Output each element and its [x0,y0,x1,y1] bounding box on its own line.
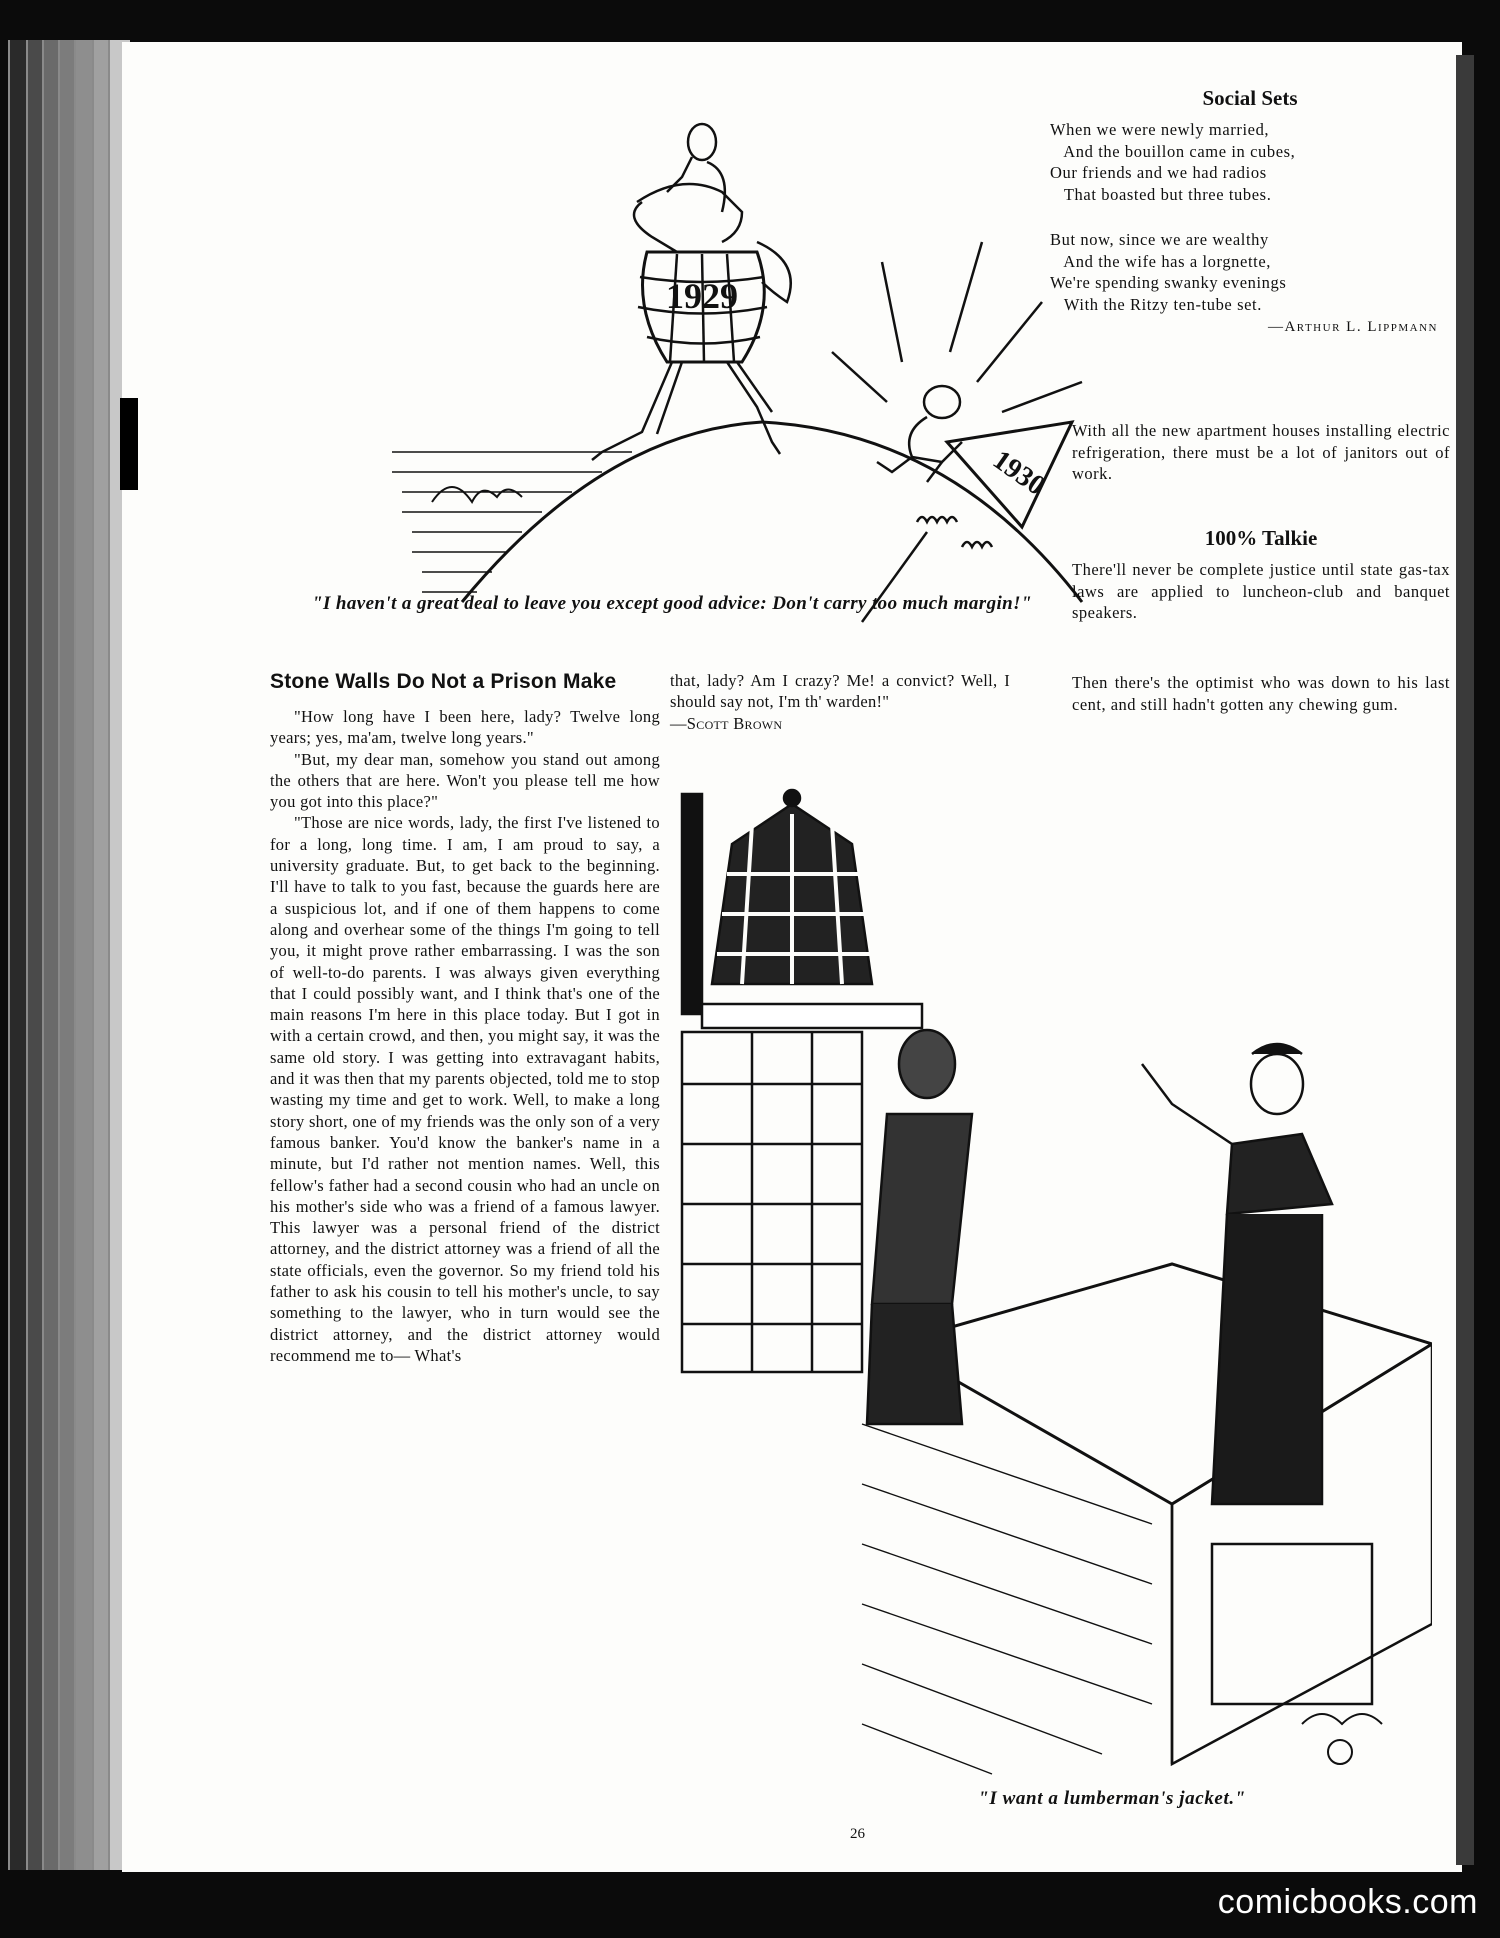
book-page-edges [8,40,128,1870]
article-paragraph: "But, my dear man, somehow you stand out among the others that are here. Won't you please tell me how you got into this place?" [270,749,660,812]
filler-refrigeration: With all the new apartment houses installing electric refrigeration, there must be a lot of janitors out of work. [1072,421,1450,483]
article-paragraph: "How long have I been here, lady? Twelve long years; yes, ma'am, twelve long years." [270,707,660,748]
poem-stanza-2 [1050,229,1450,315]
poem-line: And the bouillon came in cubes, [1050,141,1296,161]
poem-stanza-1 [1050,119,1450,205]
poem-line: When we were newly married, [1050,120,1270,139]
banner-label: 1930 [987,444,1051,502]
cartoon1-caption: "I haven't a great deal to leave you except good advice: Don't carry too much margin!" [312,593,1032,614]
page-tab-mark [120,398,138,490]
poem-line: And the wife has a lorgnette, [1050,251,1271,271]
article-column [270,670,660,1366]
poem-attribution: —Arthur L. Lippmann [1267,319,1438,335]
article-title: Stone Walls Do Not a Prison Make [270,670,617,693]
poem-social-sets [1050,86,1450,336]
article-continued-column [670,670,1010,734]
poem-title: Social Sets [1202,86,1298,110]
poem-line: Our friends and we had radios [1050,163,1267,182]
filler-optimist: Then there's the optimist who was down to his last cent, and still hadn't gotten any chewing gum. [1072,673,1450,714]
new-year-cartoon [302,62,1132,632]
article-continued: that, lady? Am I crazy? Me! a convict? Well, I should say not, I'm th' warden!" [670,671,1010,712]
poem-line: But now, since we are wealthy [1050,230,1269,249]
barrel-label: 1929 [666,276,738,316]
book-right-edge [1456,55,1474,1865]
magazine-page [122,42,1462,1872]
cartoon2-caption: "I want a lumberman's jacket." [978,1788,1246,1809]
site-watermark: comicbooks.com [1217,1883,1478,1921]
talkie-title: 100% Talkie [1204,526,1318,550]
talkie-text: There'll never be complete justice until state gas-tax laws are applied to luncheon-club and banquet speakers. [1072,560,1450,622]
lumberman-jacket-cartoon [672,784,1432,1784]
article-paragraph: "Those are nice words, lady, the first I've listened to for a long, long time. I am, I am proud to say, a university graduate. But, to get back to the beginning. I'll have to talk to you fast, because the guards here are a suspicious lot, and if one of them happens to come along and overhear some of the things I'm going to tell you, it might prove rather embarrassing. I was the son of well-to-do parents. I was always given everything that I could possibly want, and I think that's one of the main reasons I'm here in this place today. But I got in with a certain crowd, and then, you might say, it was the same old story. I was getting into extravagant habits, and it was then that my parents objected, told me to stop wasting my time and get to work. Well, to make a long story short, one of my friends was the only son of a very famous banker. You'd know the banker's name in a minute, but I'd rather not mention names. Well, this fellow's father had a second cousin who had an uncle on his mother's side who was a friend of a famous lawyer. This lawyer was a personal friend of the district attorney, and the district attorney was a friend of all the state officials, even the governor. So my friend told his father to ask his cousin to tell his mother's uncle, to say something to the lawyer, who in turn would see the district attorney, and the district attorney would recommend me to— What's [270,813,660,1365]
poem-line: That boasted but three tubes. [1050,184,1272,204]
page-number: 26 [850,1826,865,1842]
poem-line: We're spending swanky evenings [1050,273,1287,292]
poem-line: With the Ritzy ten-tube set. [1050,294,1262,314]
talkie-section [1072,526,1450,624]
article-signature: —Scott Brown [670,713,783,733]
